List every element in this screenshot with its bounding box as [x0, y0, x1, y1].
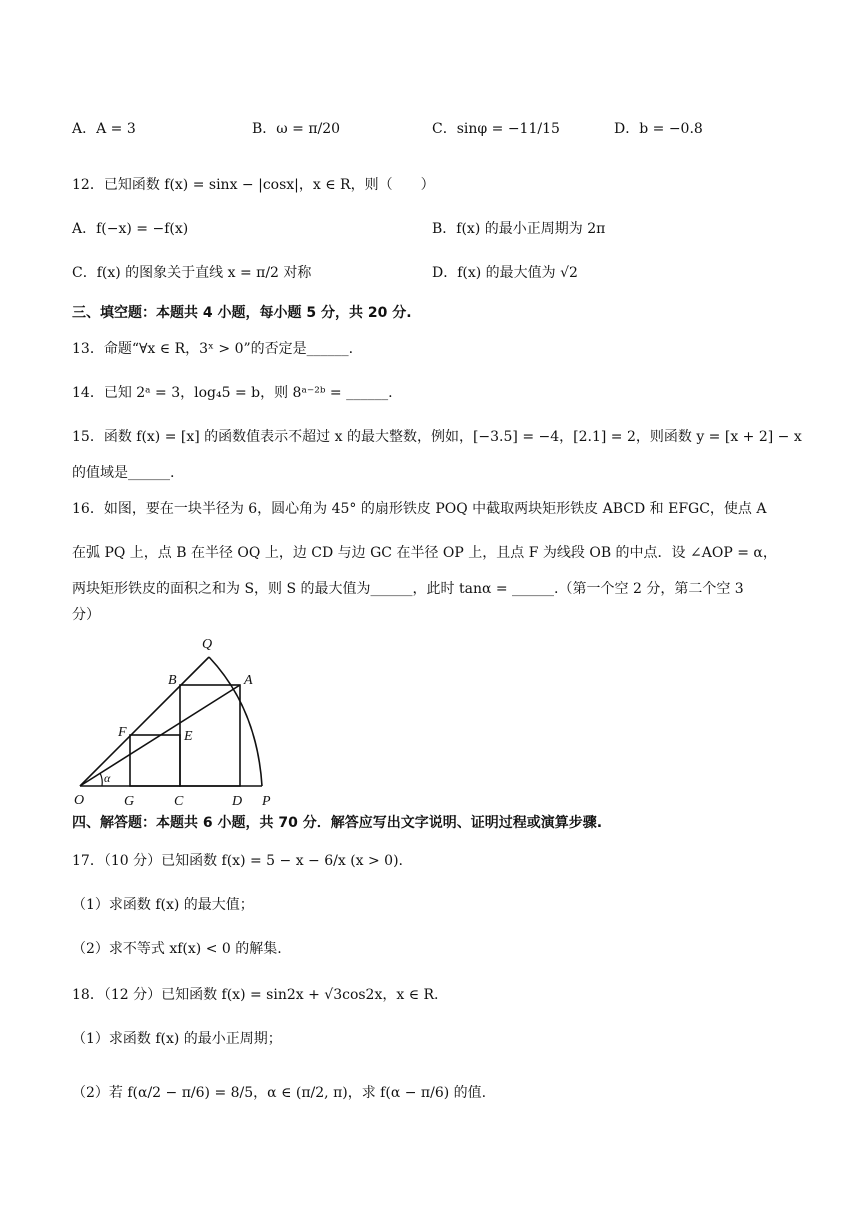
radius-oq — [80, 657, 209, 786]
label-q: Q — [202, 637, 213, 652]
q16-line4: 分） — [72, 607, 100, 623]
q17-part2: （2）求不等式 xf(x) < 0 的解集. — [72, 941, 282, 957]
label-o: O — [74, 793, 85, 808]
label-p: P — [262, 794, 271, 809]
q18: 18．（12 分）已知函数 f(x) = sin2x + √3cos2x，x ∈ R. — [72, 987, 439, 1003]
section3-heading: 三、填空题：本题共 4 小题，每小题 5 分，共 20 分. — [72, 305, 412, 321]
q11-option-b: B．ω = π/20 — [252, 121, 341, 137]
angle-alpha-arc — [100, 773, 102, 786]
label-a: A — [244, 673, 253, 688]
q12-option-a: A．f(−x) = −f(x) — [72, 221, 189, 237]
q17: 17．（10 分）已知函数 f(x) = 5 − x − 6/x (x > 0). — [72, 853, 404, 869]
label-g: G — [124, 794, 135, 809]
label-d: D — [232, 794, 243, 809]
label-f: F — [118, 725, 127, 740]
q12-option-c: C．f(x) 的图象关于直线 x = π/2 对称 — [72, 265, 312, 281]
q13: 13．命题“∀x ∈ R，3ˣ > 0”的否定是______. — [72, 341, 354, 357]
q14: 14．已知 2ᵃ = 3，log₄5 = b，则 8ᵃ⁻²ᵇ = ______. — [72, 385, 393, 401]
section4-heading: 四、解答题：本题共 6 小题，共 70 分．解答应写出文字说明、证明过程或演算步骤. — [72, 815, 603, 831]
sector-figure — [72, 628, 292, 810]
arc-pq — [209, 657, 262, 786]
q18-part1: （1）求函数 f(x) 的最小正周期； — [72, 1031, 282, 1047]
q12-stem: 12．已知函数 f(x) = sinx − |cosx|，x ∈ R，则（ ） — [72, 177, 435, 193]
q15-line2: 的值域是______. — [72, 465, 175, 481]
q12-option-d: D．f(x) 的最大值为 √2 — [432, 265, 578, 281]
q16-line2: 在弧 PQ 上，点 B 在半径 OQ 上，边 CD 与边 GC 在半径 OP 上，且点 F 为线段 OB 的中点．设 ∠AOP = α， — [72, 545, 777, 561]
q11-option-c: C．sinφ = −11/15 — [432, 121, 560, 137]
label-alpha: α — [104, 771, 111, 785]
q15-line1: 15．函数 f(x) = [x] 的函数值表示不超过 x 的最大整数，例如，[−3.5] = −4，[2.1] = 2，则函数 y = [x + 2] − x — [72, 429, 802, 445]
q16-line1: 16．如图，要在一块半径为 6，圆心角为 45° 的扇形铁皮 POQ 中截取两块矩形铁皮 ABCD 和 EFGC，使点 A — [72, 501, 767, 517]
q11-option-d: D．b = −0.8 — [614, 121, 703, 137]
label-b: B — [168, 673, 177, 688]
q17-part1: （1）求函数 f(x) 的最大值； — [72, 897, 254, 913]
q11-option-a: A．A = 3 — [72, 121, 136, 137]
q18-part2: （2）若 f(α/2 − π/6) = 8/5，α ∈ (π/2, π)，求 f(α − π/6) 的值. — [72, 1085, 487, 1101]
label-c: C — [174, 794, 184, 809]
rect-efgc — [130, 735, 180, 786]
q12-option-b: B．f(x) 的最小正周期为 2π — [432, 221, 606, 237]
q16-line3: 两块矩形铁皮的面积之和为 S，则 S 的最大值为______，此时 tanα = ______.（第一个空 2 分，第二个空 3 — [72, 581, 744, 597]
label-e: E — [184, 729, 193, 744]
